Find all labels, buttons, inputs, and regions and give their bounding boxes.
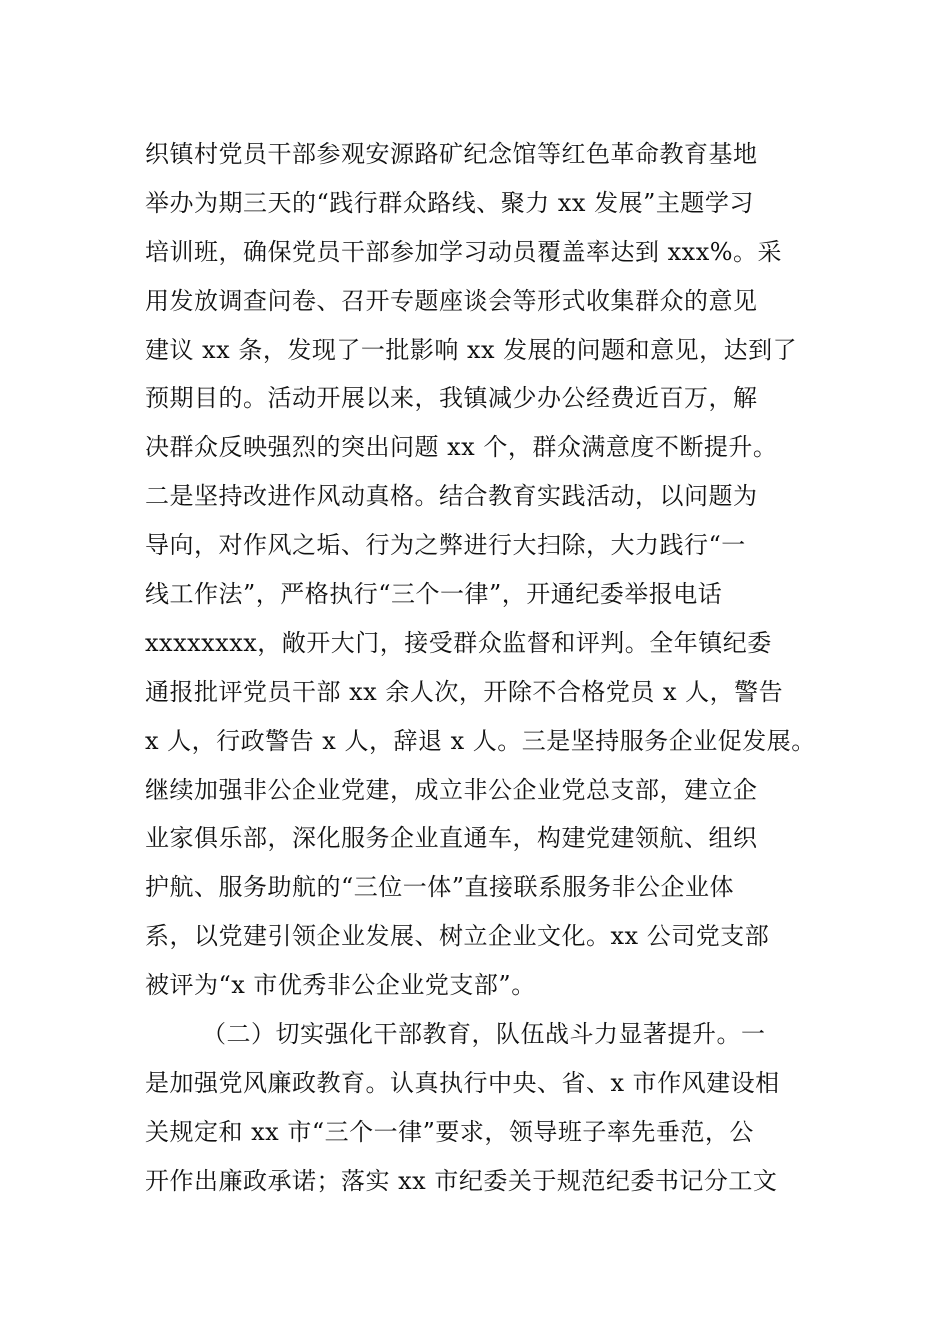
- text-line: 关规定和 xx 市“三个一律”要求，领导班子率先垂范，公: [145, 1117, 754, 1146]
- body-text: [145, 130, 825, 1206]
- text-line: 二是坚持改进作风动真格。结合教育实践活动，以问题为: [145, 482, 758, 511]
- text-line: 护航、服务助航的“三位一体”直接联系服务非公企业体: [145, 873, 735, 902]
- section-heading-line: （二）切实强化干部教育，队伍战斗力显著提升。一: [202, 1020, 766, 1049]
- text-line: 建议 xx 条，发现了一批影响 xx 发展的问题和意见，达到了: [145, 335, 798, 364]
- text-line: 开作出廉政承诺；落实 xx 市纪委关于规范纪委书记分工文: [145, 1166, 778, 1195]
- text-line: 决群众反映强烈的突出问题 xx 个，群众满意度不断提升。: [145, 433, 778, 462]
- text-line: 是加强党风廉政教育。认真执行中央、省、x 市作风建设相: [145, 1068, 780, 1097]
- text-line: 织镇村党员干部参观安源路矿纪念馆等红色革命教育基地: [145, 140, 758, 168]
- text-line: 线工作法”，严格执行“三个一律”，开通纪委举报电话: [145, 580, 723, 609]
- text-line: 导向，对作风之垢、行为之弊进行大扫除，大力践行“一: [145, 531, 746, 560]
- text-line: 预期目的。活动开展以来，我镇减少办公经费近百万，解: [145, 384, 758, 413]
- text-line: 培训班，确保党员干部参加学习动员覆盖率达到 xxx%。采: [145, 237, 783, 266]
- text-line: 继续加强非公企业党建，成立非公企业党总支部，建立企: [145, 775, 758, 804]
- text-line: 举办为期三天的“践行群众路线、聚力 xx 发展”主题学习: [145, 188, 754, 217]
- text-line: xxxxxxxx，敞开大门，接受群众监督和评判。全年镇纪委: [145, 628, 772, 657]
- text-line: 用发放调查问卷、召开专题座谈会等形式收集群众的意见: [145, 286, 758, 315]
- text-line: 系，以党建引领企业发展、树立企业文化。xx 公司党支部: [145, 922, 770, 951]
- text-line: 被评为“x 市优秀非公企业党支部”。: [145, 971, 536, 1000]
- text-line: 业家俱乐部，深化服务企业直通车，构建党建领航、组织: [145, 824, 758, 853]
- text-line: 通报批评党员干部 xx 余人次，开除不合格党员 x 人，警告: [145, 677, 784, 706]
- text-line: x 人，行政警告 x 人，辞退 x 人。三是坚持服务企业促发展。: [145, 726, 816, 755]
